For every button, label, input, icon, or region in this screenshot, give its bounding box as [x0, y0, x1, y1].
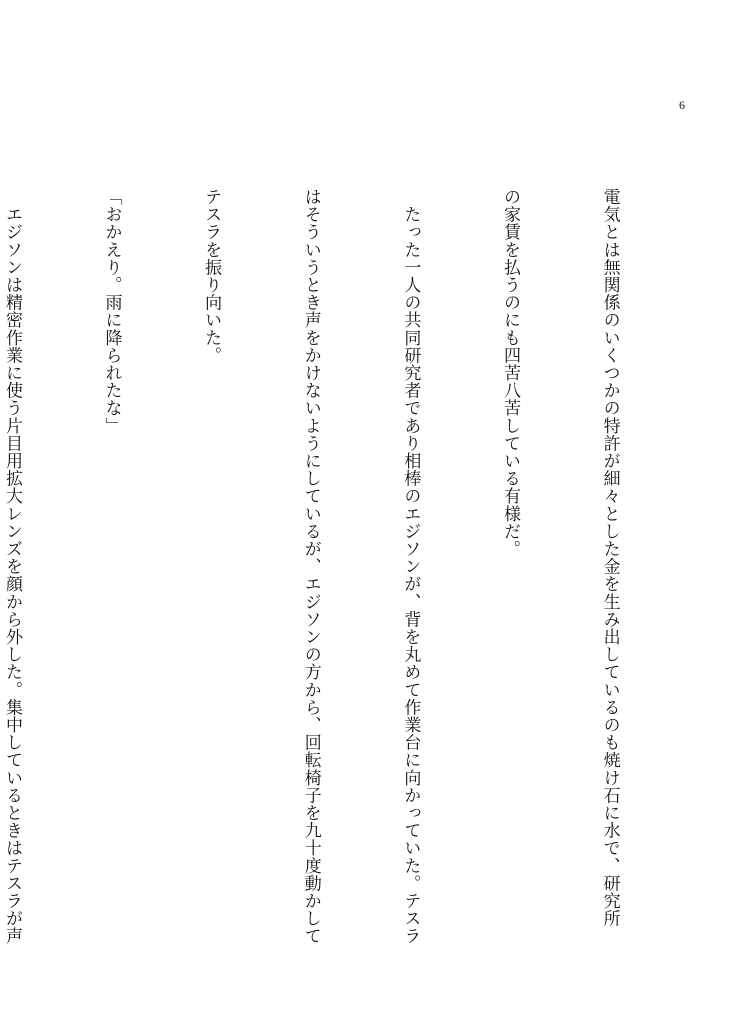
page-number: 6: [679, 98, 685, 112]
text-line: はそういうとき声をかけないようにしているが、エジソンの方から、回転椅子を九十度動かして: [300, 188, 321, 945]
text-line: テスラを振り向いた。: [201, 188, 222, 364]
text-line: の家賃を払うのにも四苦八苦している有様だ。: [499, 188, 520, 558]
text-line: 「おかえり。雨に降られたな」: [101, 188, 122, 435]
text-line: 電気とは無関係のいくつかの特許が細々とした金を生み出しているのも焼け石に水で、研究所: [599, 188, 620, 928]
text-line: エジソンは精密作業に使う片目用拡大レンズを顔から外した。集中しているときはテスラが声: [1, 188, 22, 945]
text-line: たった一人の共同研究者であり相棒のエジソンが、背を丸めて作業台に向かっていた。テスラ: [400, 188, 421, 945]
novel-body-text: [1, 188, 692, 945]
